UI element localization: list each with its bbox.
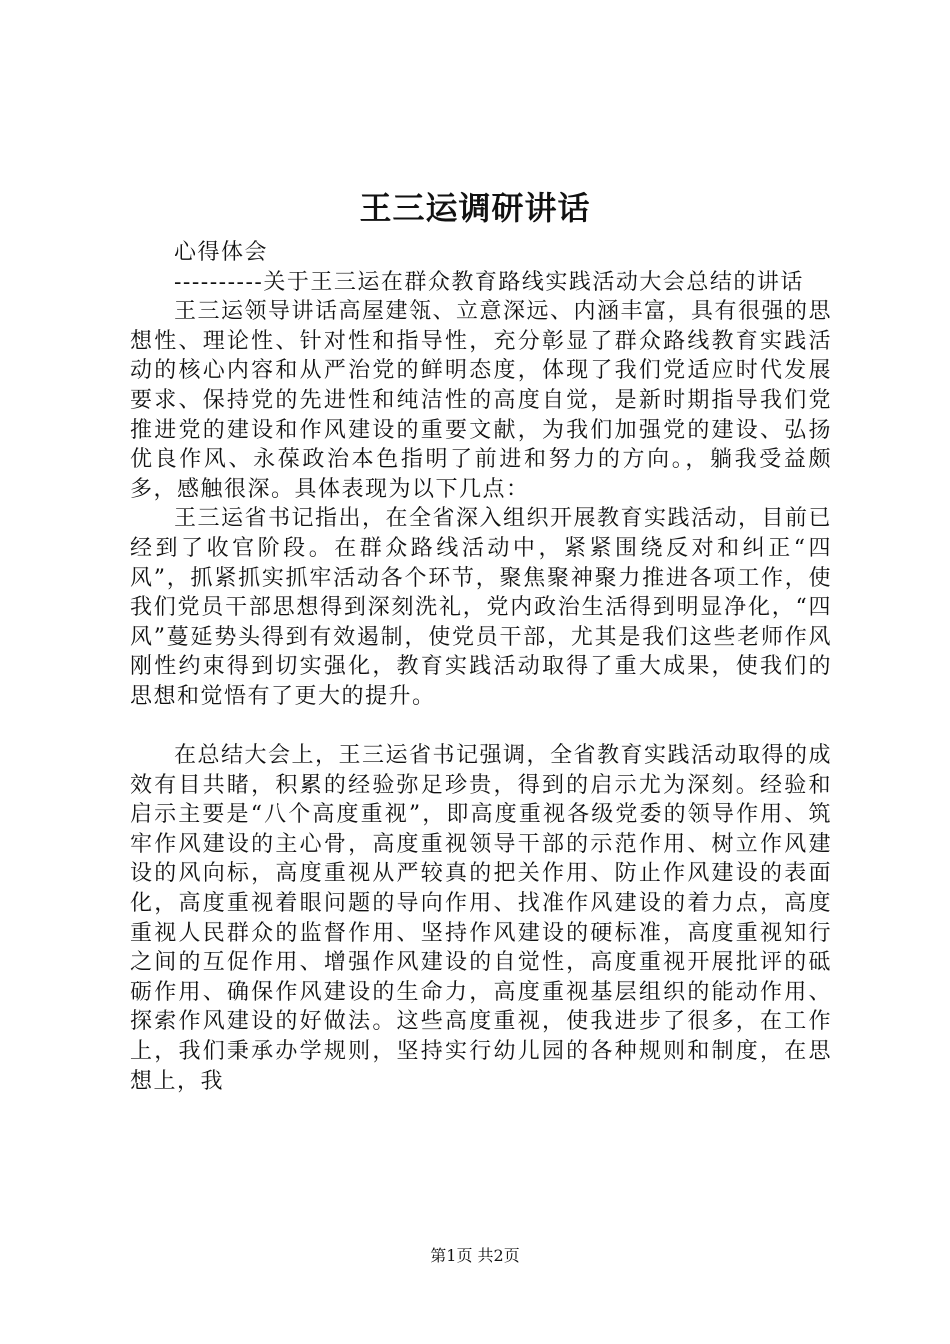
paragraph-subtitle: ----------关于王三运在群众教育路线实践活动大会总结的讲话 xyxy=(174,269,804,295)
paragraph: 在总结大会上，王三运省书记强调，全省教育实践活动取得的成效有目共睹，积累的经验弥足珍贵，得到的启示尤为深刻。经验和启示主要是“八个高度重视”，即高度重视各级党委的领导作用、筑牢作风建设的主心骨，高度重视领导干部的示范作用、树立作风建设的风向标，高度重视从严较真的把关作用、防止作风建设的表面化，高度重视着眼问题的导向作用、找准作风建设的着力点，高度重视人民群众的监督作用、坚持作风建设的硬标准，高度重视知行之间的互促作用、增强作风建设的自觉性，高度重视开展批评的砥砺作用、确保作风建设的生命力，高度重视基层组织的能动作用、探索作风建设的好做法。这些高度重视，使我进步了很多，在工作上，我们秉承办学规则，坚持实行幼儿园的各种规则和制度，在思想上，我 xyxy=(130,743,833,1094)
paragraph: 王三运领导讲话高屋建瓴、立意深远、内涵丰富，具有很强的思想性、理论性、针对性和指导性，充分彰显了群众路线教育实践活动的核心内容和从严治党的鲜明态度，体现了我们党适应时代发展要求、保持党的先进性和纯洁性的高度自觉，是新时期指导我们党推进党的建设和作风建设的重要文献，为我们加强党的建设、弘扬优良作风、永葆政治本色指明了前进和努力的方向。，躺我受益颇多，感触很深。具体表现为以下几点： xyxy=(130,299,833,502)
paragraph: 王三运省书记指出，在全省深入组织开展教育实践活动，目前已经到了收官阶段。在群众路线活动中，紧紧围绕反对和纠正“四风”，抓紧抓实抓牢活动各个环节，聚焦聚神聚力推进各项工作，使我们党员干部思想得到深刻洗礼，党内政治生活得到明显净化，“四风”蔓延势头得到有效遏制，使党员干部，尤其是我们这些老师作风刚性约束得到切实强化，教育实践活动取得了重大成果，使我们的思想和觉悟有了更大的提升。 xyxy=(130,506,833,709)
page-title: 王三运调研讲话 xyxy=(359,189,591,227)
paragraph-heading: 心得体会 xyxy=(174,240,269,265)
document-body xyxy=(130,238,832,1096)
page-footer: 第1页 共2页 xyxy=(430,1246,520,1265)
